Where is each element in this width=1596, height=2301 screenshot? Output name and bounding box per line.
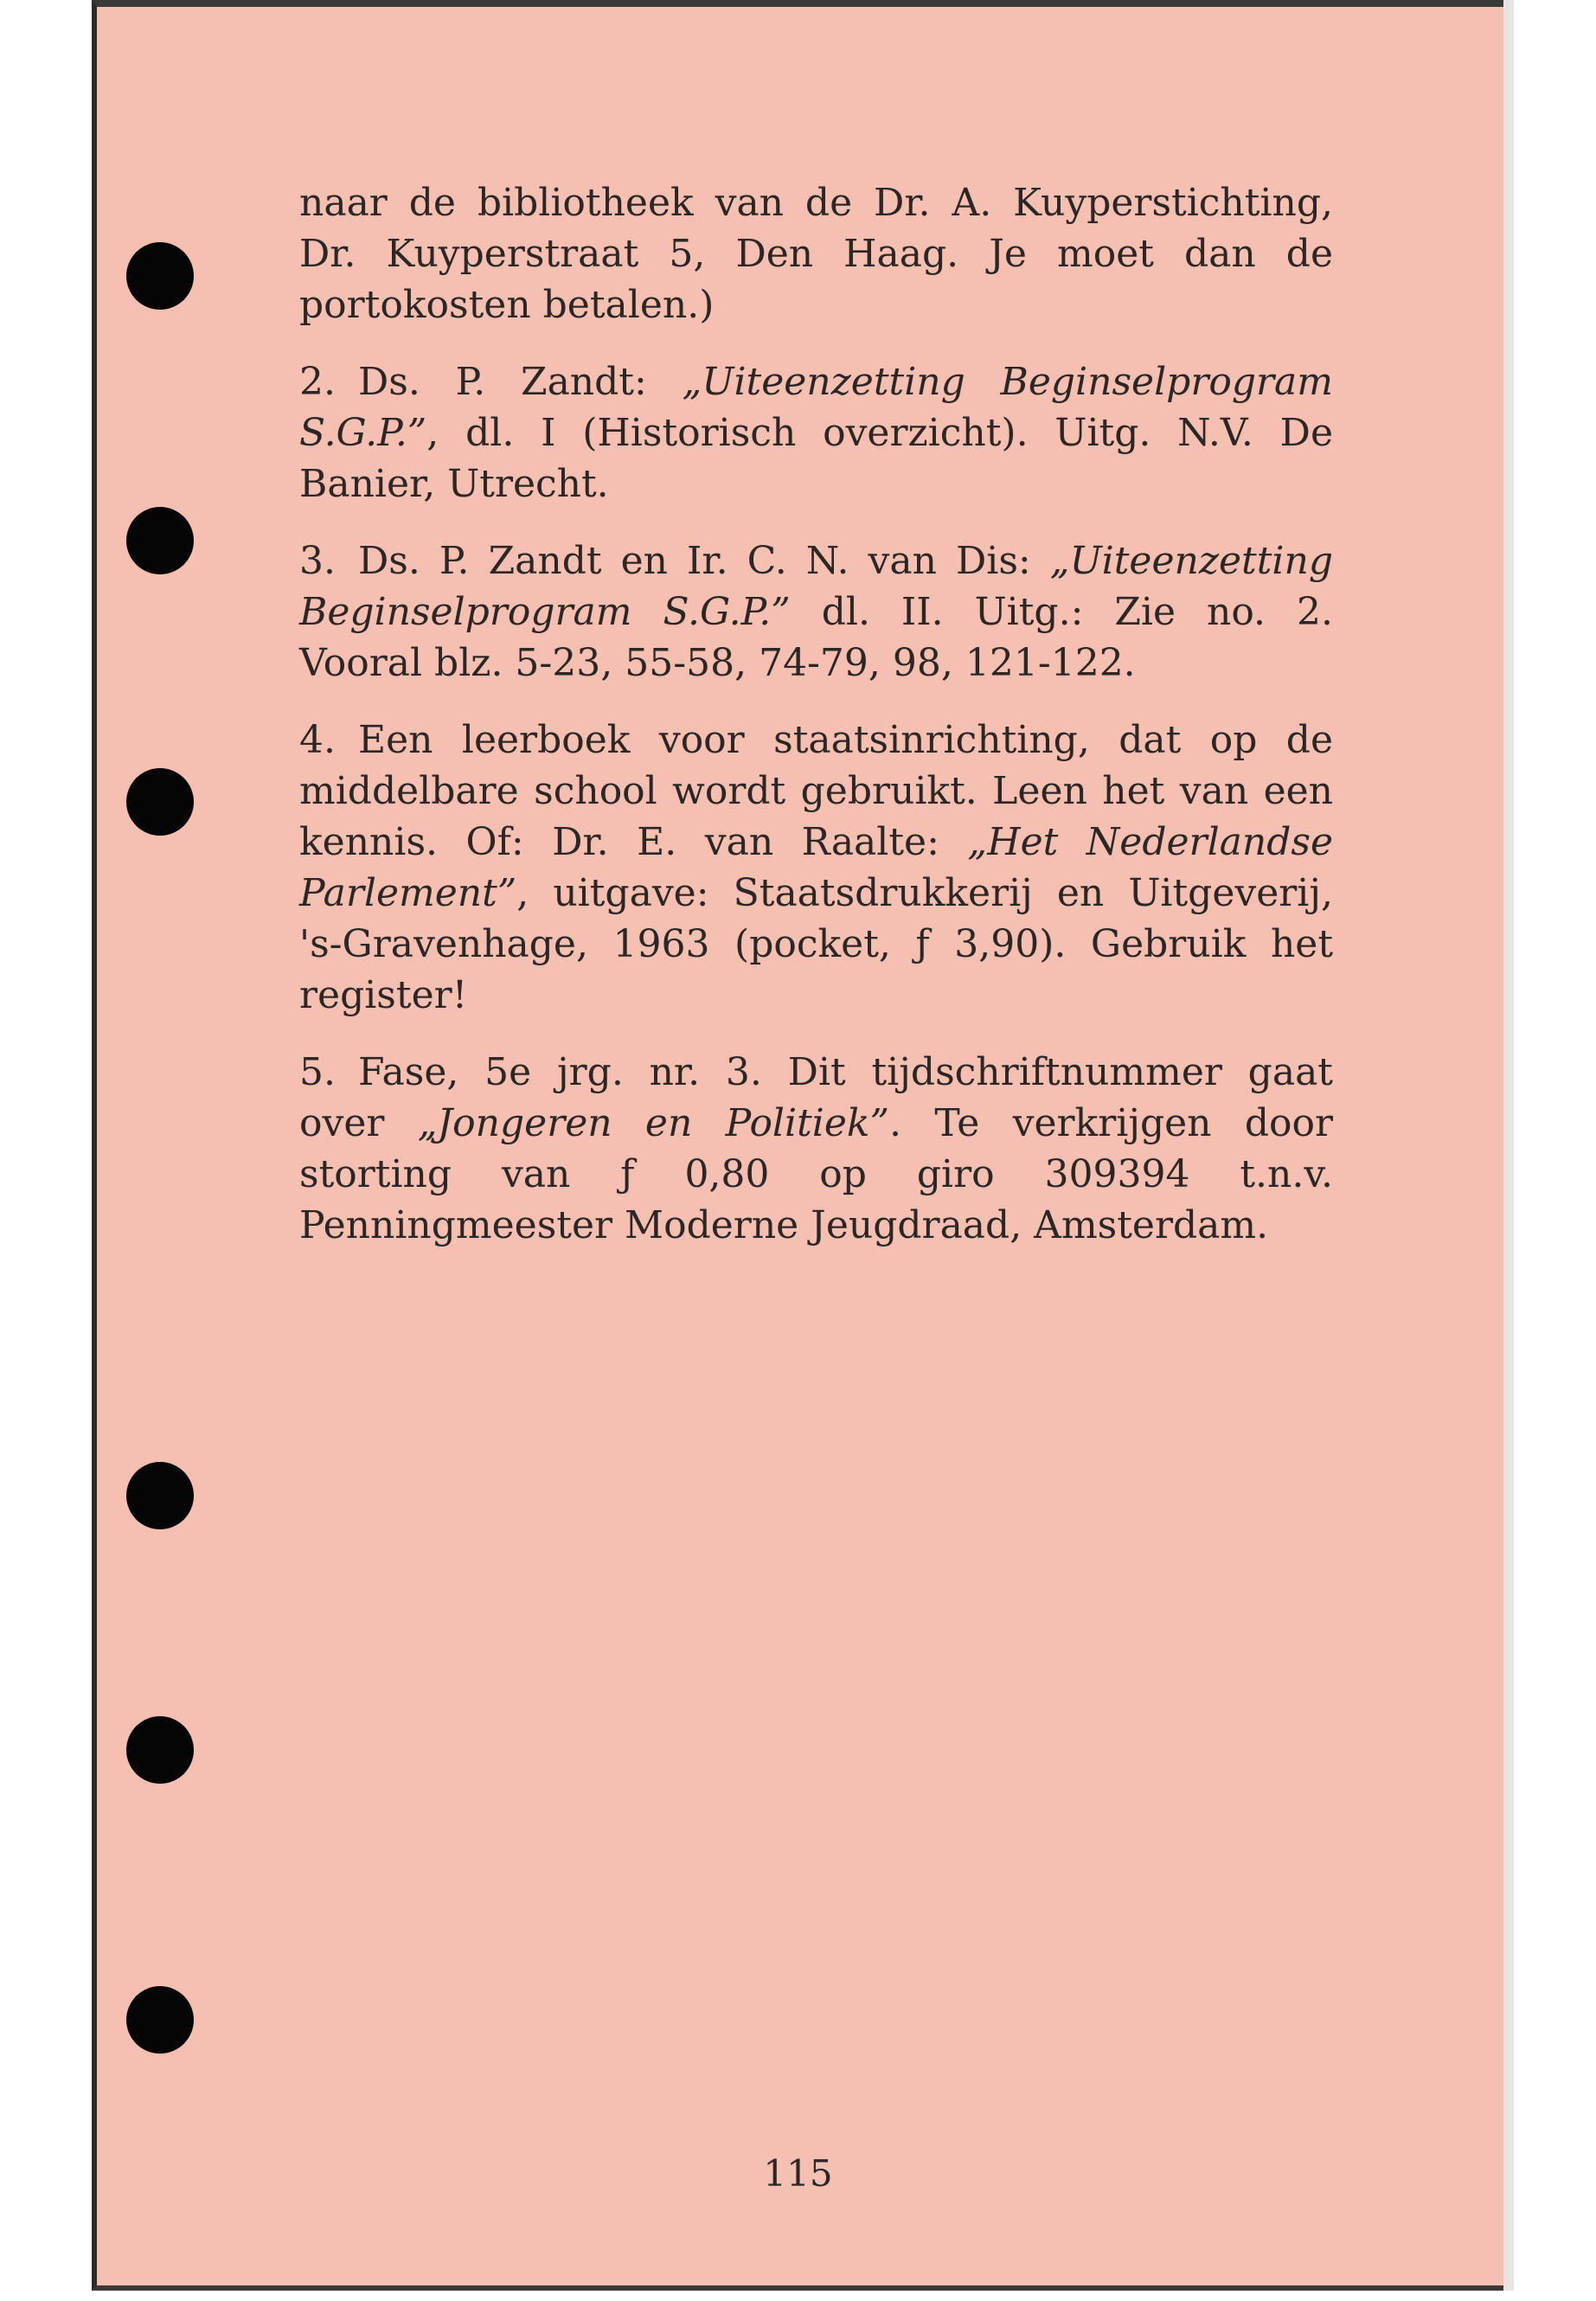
punch-hole bbox=[126, 768, 194, 836]
punch-hole bbox=[126, 507, 194, 574]
item-title: „Het Nederlandse Parlement” bbox=[299, 820, 1333, 915]
item-text: Een leerboek voor staatsinrichting, dat op de middelbare school wordt gebruikt. Leen het van een kennis. Of: Dr. E. van Raalte: bbox=[299, 718, 1333, 864]
punch-hole bbox=[126, 1716, 194, 1784]
reference-item bbox=[299, 715, 1333, 1021]
item-number: 4. bbox=[299, 718, 336, 762]
item-number: 5. bbox=[299, 1050, 336, 1094]
item-text-after: , uitgave: Staatsdrukkerij en Uitgeverij, 's-Gravenhage, 1963 (pocket, ƒ 3,90). Gebruik het register! bbox=[299, 871, 1333, 1017]
punch-hole bbox=[126, 1986, 194, 2054]
item-number: 3. bbox=[299, 539, 336, 583]
item-text-after: dl. II. Uitg.: Zie no. 2. Vooral blz. 5-23, 55-58, 74-79, 98, 121-122. bbox=[299, 590, 1333, 685]
item-text: Ds. P. Zandt en Ir. C. N. van Dis: bbox=[357, 539, 1050, 583]
item-title: „Uiteenzetting Beginselprogram S.G.P.” bbox=[299, 360, 1333, 455]
item-number: 2. bbox=[299, 360, 336, 404]
item-title: „Uiteenzetting Beginselprogram S.G.P.” bbox=[299, 539, 1333, 634]
page-edge-shadow bbox=[1503, 0, 1514, 2291]
page-number: 115 bbox=[763, 2152, 833, 2195]
item-text: Fase, 5e jrg. nr. 3. Dit tijdschriftnummer gaat over bbox=[299, 1050, 1333, 1145]
item-text-after: , dl. I (Historisch overzicht). Uitg. N.V. De Banier, Utrecht. bbox=[299, 411, 1333, 506]
reference-item bbox=[299, 356, 1333, 510]
item-text: Ds. P. Zandt: bbox=[357, 360, 683, 404]
item-title: „Jongeren en Politiek” bbox=[417, 1101, 890, 1145]
page-text bbox=[299, 177, 1333, 1277]
punch-hole bbox=[126, 242, 194, 310]
intro-paragraph: naar de bibliotheek van de Dr. A. Kuyperstichting, Dr. Kuyperstraat 5, Den Haag. Je moet dan de portokosten betalen.) bbox=[299, 181, 1333, 327]
punch-hole bbox=[126, 1462, 194, 1529]
item-text-after: . Te verkrijgen door storting van ƒ 0,80 op giro 309394 t.n.v. Penningmeester Moderne Jeugdraad, Amsterdam. bbox=[299, 1101, 1333, 1247]
reference-item bbox=[299, 535, 1333, 689]
reference-item bbox=[299, 1047, 1333, 1251]
